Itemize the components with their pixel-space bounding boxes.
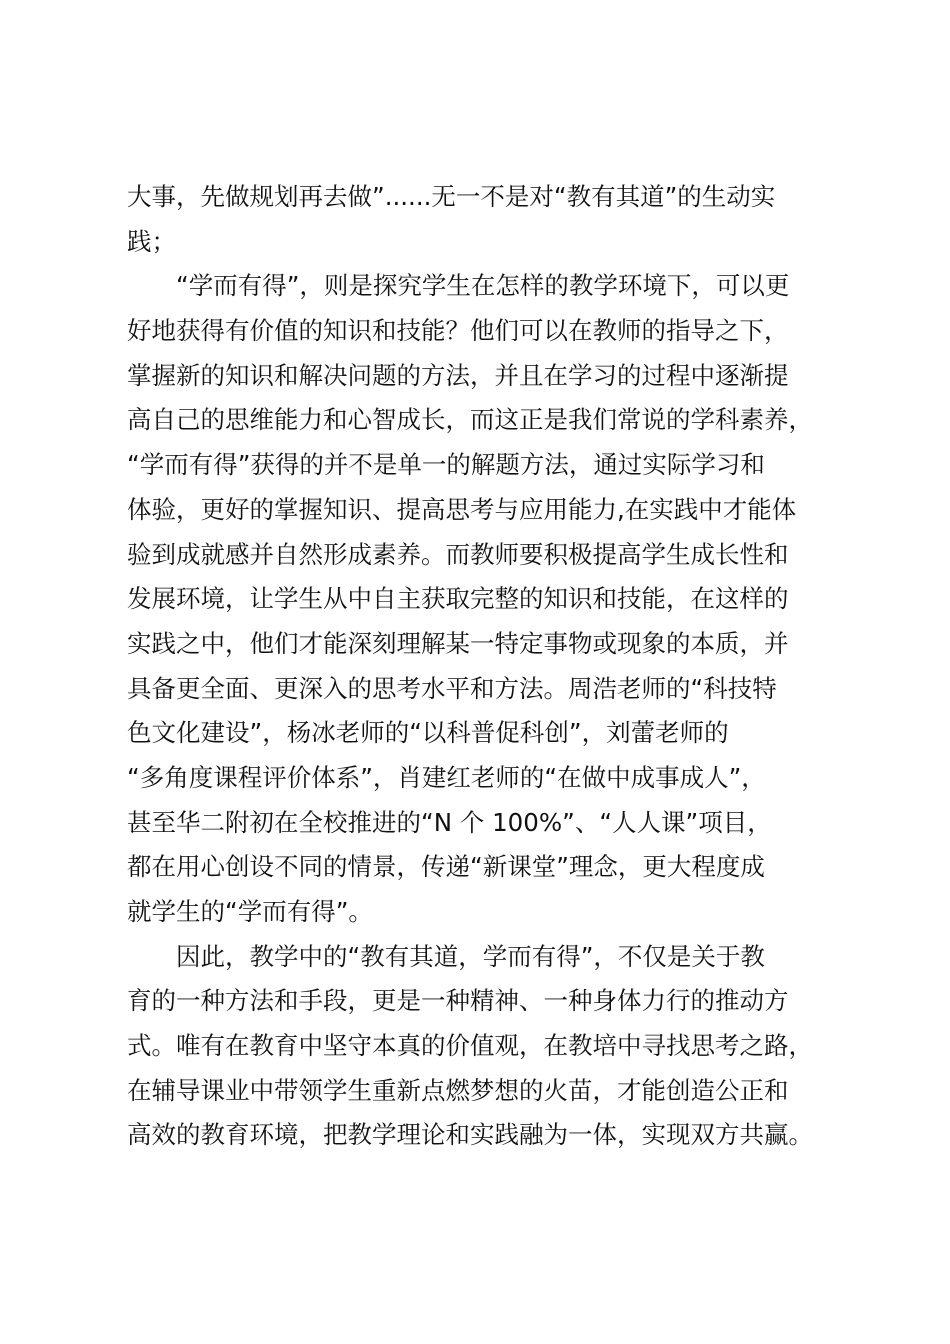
- text-line: 好地获得有价值的知识和技能？他们可以在教师的指导之下，: [127, 316, 789, 346]
- text-line: 大事，先做规划再去做”......无一不是对“教有其道”的生动实: [127, 182, 776, 211]
- text-line: 色文化建设”，杨冰老师的“以科普促科创”，刘蕾老师的: [127, 718, 729, 748]
- text-line: 践；: [127, 226, 176, 256]
- text-line: “多角度课程评价体系”，肖建红老师的“在做中成事成人”，: [127, 762, 766, 792]
- text-line: 发展环境，让学生从中自主获取完整的知识和技能，在这样的: [127, 584, 789, 614]
- text-line: 体验，更好的掌握知识、提高思考与应用能力,在实践中才能体: [127, 494, 797, 524]
- text-line: “学而有得”获得的并不是单一的解题方法，通过实际学习和: [127, 450, 765, 480]
- text-line: 都在用心创设不同的情景，传递“新课堂”理念，更大程度成: [127, 852, 765, 882]
- text-line: 实践之中，他们才能深刻理解某一特定事物或现象的本质，并: [127, 628, 789, 658]
- text-line: 高效的教育环境，把教学理论和实践融为一体，实现双方共赢。: [127, 1120, 813, 1150]
- text-line: 高自己的思维能力和心智成长，而这正是我们常说的学科素养，: [127, 405, 813, 435]
- text-line: 验到成就感并自然形成素养。而教师要积极提高学生成长性和: [127, 539, 789, 569]
- paragraph-start-line: “学而有得”，则是探究学生在怎样的教学环境下，可以更: [127, 271, 790, 301]
- text-line: 掌握新的知识和解决问题的方法，并且在学习的过程中逐渐提: [127, 360, 789, 390]
- text-line: 育的一种方法和手段，更是一种精神、一种身体力行的推动方: [127, 986, 789, 1016]
- paragraph-start-line: 因此，教学中的“教有其道，学而有得”，不仅是关于教: [127, 941, 765, 971]
- text-line: 在辅导课业中带领学生重新点燃梦想的火苗，才能创造公正和: [127, 1075, 789, 1105]
- body-text: [127, 175, 837, 1158]
- text-line: 就学生的“学而有得”。: [127, 897, 373, 926]
- text-line: 甚至华二附初在全校推进的“N 个 100%”、“人人课”项目，: [127, 807, 772, 837]
- text-line: 具备更全面、更深入的思考水平和方法。周浩老师的“科技特: [127, 673, 777, 703]
- text-line: 式。唯有在教育中坚守本真的价值观，在教培中寻找思考之路，: [127, 1031, 813, 1061]
